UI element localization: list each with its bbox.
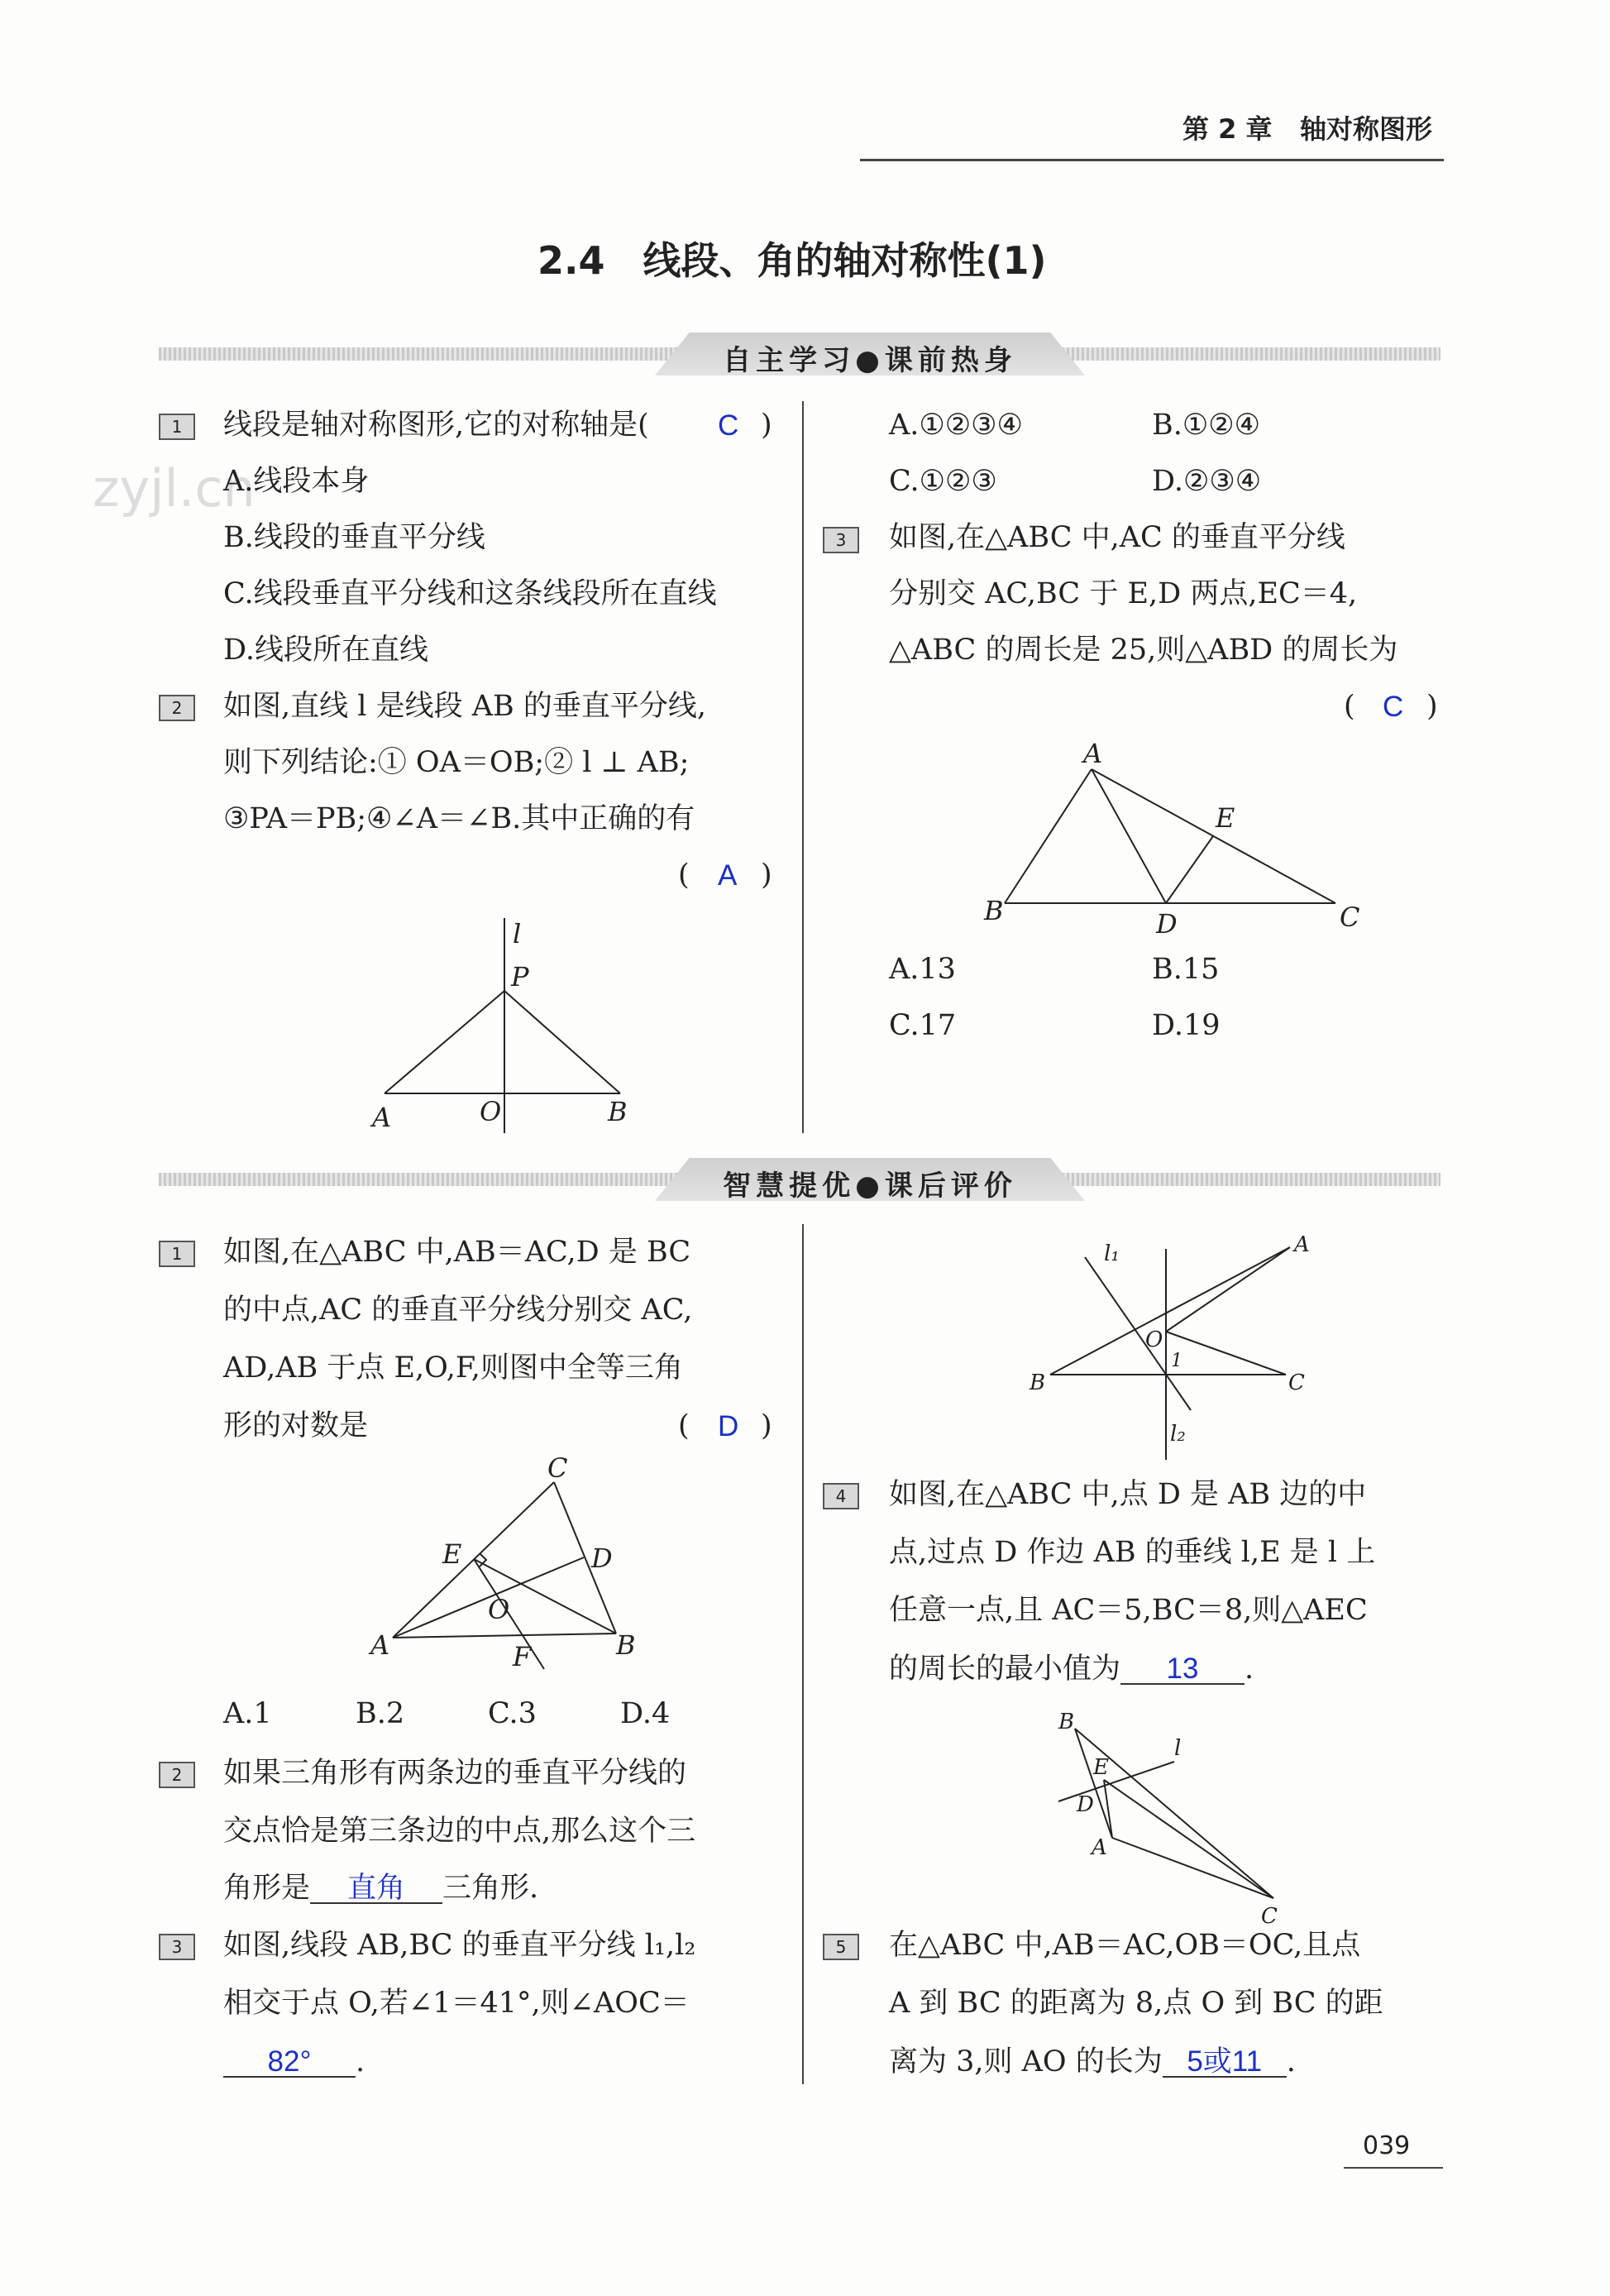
- question-number: 3: [159, 1934, 195, 1960]
- question-line: 点,过点 D 作边 AB 的垂线 l,E 是 l 上: [889, 1536, 1376, 1569]
- label-P: P: [511, 961, 529, 993]
- label-l2: l₂: [1170, 1422, 1186, 1447]
- question-line: [889, 2047, 1296, 2078]
- label-F: F: [513, 1641, 532, 1671]
- question-line: 交点恰是第三条边的中点,那么这个三: [223, 1815, 696, 1848]
- question-line: 如图,直线 l 是线段 AB 的垂直平分线,: [223, 690, 706, 723]
- paren-close: ): [761, 1409, 772, 1442]
- question-line: 任意一点,且 AC＝5,BC＝8,则△AEC: [889, 1594, 1368, 1627]
- option: D.19: [1152, 1009, 1221, 1042]
- option: A.13: [889, 953, 956, 986]
- label-O: O: [488, 1594, 510, 1625]
- paren-open: (: [1344, 690, 1355, 723]
- answer-blank: 5或11: [1163, 2047, 1287, 2078]
- figure-min-perimeter: [1042, 1696, 1323, 1927]
- paren-close: ): [1426, 690, 1438, 723]
- label-O: O: [480, 1096, 502, 1127]
- question-line: A 到 BC 的距离为 8,点 O 到 BC 的距: [889, 1987, 1383, 2020]
- prefix: 离为 3,则 AO 的长为: [889, 2045, 1163, 2078]
- label-angle-1: 1: [1171, 1351, 1182, 1371]
- label-B: B: [1030, 1370, 1046, 1395]
- figure-perpendicular-bisector: [356, 910, 653, 1141]
- question-line: [889, 1654, 1254, 1685]
- suffix: .: [1286, 2045, 1296, 2078]
- prefix: 角形是: [223, 1872, 311, 1905]
- label-C: C: [1340, 902, 1360, 933]
- label-B: B: [616, 1629, 636, 1661]
- option: D.线段所在直线: [223, 634, 428, 667]
- suffix: 三角形.: [442, 1872, 539, 1905]
- page-number: 039: [1363, 2131, 1411, 2160]
- banner-label: 自主学习●课前热身: [723, 344, 1017, 377]
- answer-choice: D: [718, 1410, 739, 1442]
- label-B: B: [1058, 1710, 1075, 1734]
- answer-blank: 直角: [310, 1873, 442, 1904]
- question-number: 2: [159, 695, 195, 721]
- paren-close: ): [761, 859, 772, 892]
- question-number: 1: [159, 1241, 195, 1267]
- label-l: l: [1174, 1736, 1182, 1761]
- label-l1: l₁: [1104, 1241, 1120, 1266]
- question-line: 如图,在△ABC 中,AB＝AC,D 是 BC: [223, 1236, 691, 1269]
- paren-open: (: [678, 859, 690, 892]
- figure-two-bisectors: [1025, 1224, 1356, 1472]
- question-line: [223, 2047, 365, 2078]
- figure-isosceles-triangle: [364, 1456, 678, 1671]
- question-line: 如图,在△ABC 中,AC 的垂直平分线: [889, 521, 1345, 554]
- chapter-title: 轴对称图形: [1300, 113, 1433, 145]
- answer-choice: C: [718, 409, 739, 442]
- label-E: E: [1216, 802, 1235, 834]
- option: C.①②③: [889, 465, 997, 498]
- option: A.①②③④: [889, 409, 1023, 442]
- question-line: 如图,在△ABC 中,点 D 是 AB 边的中: [889, 1478, 1367, 1511]
- label-A: A: [1083, 738, 1103, 769]
- prefix: 的周长的最小值为: [889, 1653, 1121, 1686]
- question-number: 1: [159, 414, 195, 440]
- question-number: 5: [823, 1934, 859, 1960]
- label-A: A: [1092, 1835, 1107, 1860]
- option: B.2: [356, 1697, 405, 1730]
- option: B.15: [1152, 953, 1220, 986]
- label-O: O: [1145, 1327, 1163, 1352]
- label-D: D: [591, 1543, 613, 1574]
- answer-blank: 82°: [223, 2047, 356, 2078]
- banner-label: 智慧提优●课后评价: [723, 1170, 1017, 1203]
- option: C.线段垂直平分线和这条线段所在直线: [223, 577, 717, 610]
- label-C: C: [1288, 1370, 1305, 1395]
- header-rule: [860, 159, 1444, 161]
- option: D.4: [620, 1697, 671, 1730]
- page-number-rule: [1344, 2167, 1443, 2169]
- question-line: 的中点,AC 的垂直平分线分别交 AC,: [223, 1294, 693, 1327]
- page-title: 2.4 线段、角的轴对称性(1): [537, 238, 1047, 283]
- section-banner-preview: [159, 332, 1440, 375]
- answer-choice: C: [1383, 691, 1404, 723]
- question-line: [223, 1873, 538, 1904]
- section-banner-review: [159, 1158, 1440, 1201]
- label-l: l: [513, 918, 522, 949]
- question-number: 2: [159, 1762, 195, 1788]
- label-A: A: [1294, 1232, 1310, 1257]
- question-line: 则下列结论:① OA＝OB;② l ⊥ AB;: [223, 746, 690, 779]
- question-line: 形的对数是: [223, 1409, 369, 1442]
- question-number: 3: [823, 527, 859, 553]
- question-line: 相交于点 O,若∠1＝41°,则∠AOC＝: [223, 1987, 690, 2020]
- label-C: C: [1261, 1904, 1278, 1927]
- figure-triangle-abc-bisector: [967, 736, 1381, 943]
- question-number: 4: [823, 1483, 859, 1509]
- option: C.17: [889, 1009, 957, 1042]
- paren-open: (: [678, 1409, 690, 1442]
- option: A.1: [223, 1697, 272, 1730]
- suffix: .: [1245, 1653, 1254, 1686]
- option: B.线段的垂直平分线: [223, 521, 485, 554]
- suffix: .: [356, 2045, 365, 2078]
- label-A: A: [370, 1629, 390, 1661]
- label-E: E: [442, 1538, 462, 1570]
- label-D: D: [1156, 908, 1178, 940]
- question-line: ③PA＝PB;④∠A＝∠B.其中正确的有: [223, 802, 695, 835]
- question-stem: 线段是轴对称图形,它的对称轴是(: [223, 409, 649, 442]
- option: A.线段本身: [223, 465, 370, 498]
- question-line: △ABC 的周长是 25,则△ABD 的周长为: [889, 634, 1398, 667]
- label-E: E: [1093, 1755, 1109, 1780]
- chapter-label: 第 2 章: [1182, 113, 1273, 145]
- watermark: zyjl.cn: [93, 458, 256, 519]
- question-line: 如果三角形有两条边的垂直平分线的: [223, 1757, 687, 1790]
- question-line: 在△ABC 中,AB＝AC,OB＝OC,且点: [889, 1929, 1361, 1962]
- label-C: C: [547, 1456, 568, 1484]
- question-line: 如图,线段 AB,BC 的垂直平分线 l₁,l₂: [223, 1929, 696, 1962]
- column-divider-1: [802, 401, 804, 1133]
- label-A: A: [372, 1102, 392, 1133]
- question-line: AD,AB 于点 E,O,F,则图中全等三角: [223, 1351, 683, 1385]
- column-divider-2: [802, 1224, 804, 2084]
- option: D.②③④: [1152, 465, 1262, 498]
- option: B.①②④: [1152, 409, 1260, 442]
- label-B: B: [984, 895, 1004, 926]
- label-D: D: [1077, 1792, 1094, 1817]
- option: C.3: [488, 1697, 537, 1730]
- question-line: 分别交 AC,BC 于 E,D 两点,EC＝4,: [889, 577, 1358, 610]
- answer-blank: 13: [1120, 1654, 1245, 1685]
- label-B: B: [608, 1096, 628, 1127]
- answer-choice: A: [718, 859, 738, 892]
- paren-close: ): [761, 409, 772, 442]
